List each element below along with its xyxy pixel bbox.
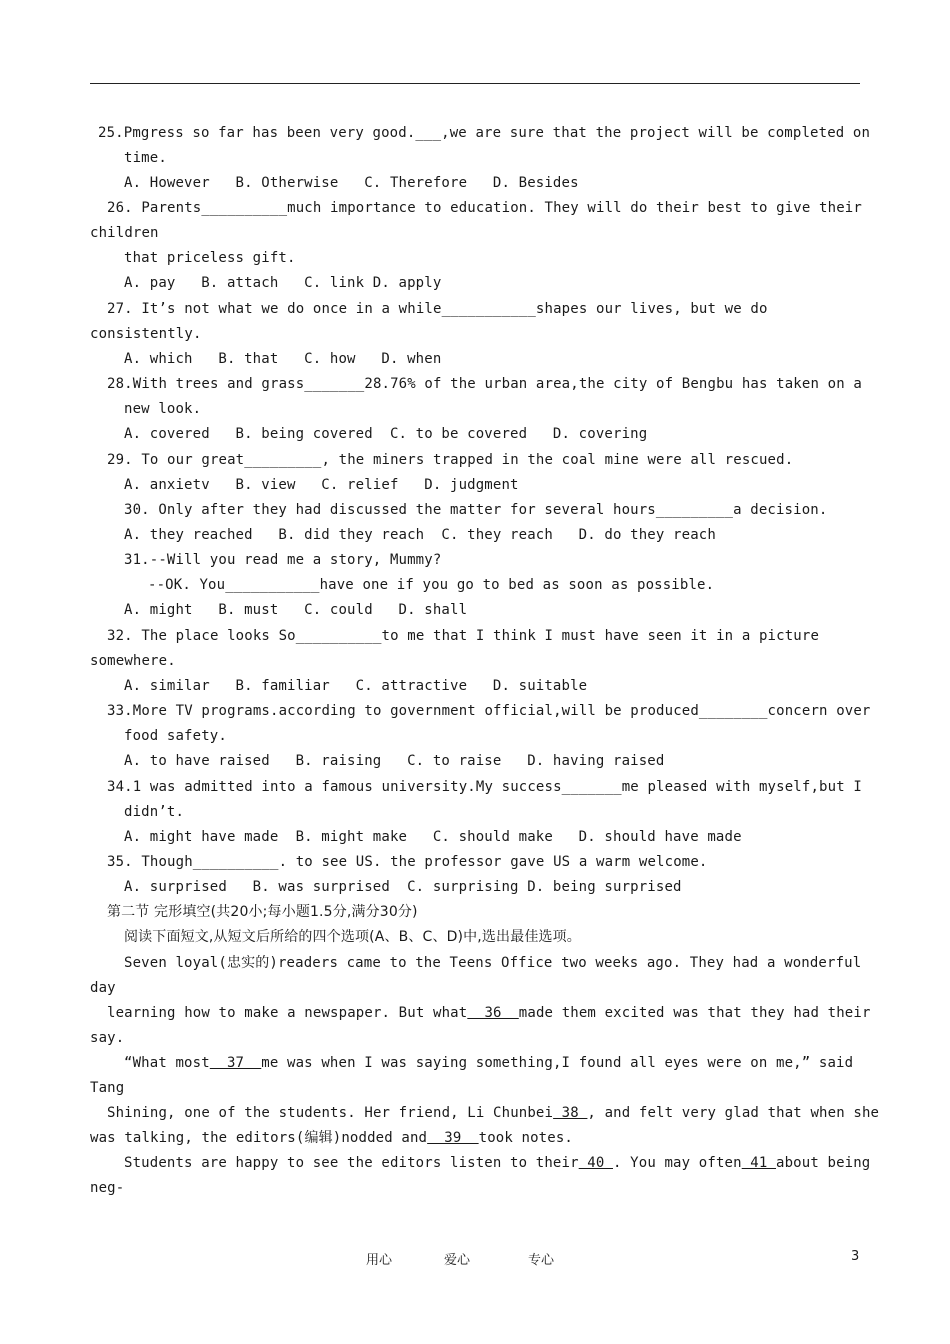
question-31-reply: --OK. You___________have one if you go to bed as soon as possible.	[148, 577, 715, 593]
question-29-stem: 29. To our great_________, the miners trapped in the coal mine were all rescued.	[107, 452, 794, 468]
header-rule	[90, 83, 860, 84]
question-26-stem-cont: children	[90, 225, 159, 241]
footer-word-3: 专心	[528, 1253, 555, 1268]
question-34-options: A. might have made B. might make C. should make D. should have made	[124, 829, 742, 845]
blank-37: 37	[209, 1055, 262, 1071]
question-29-options: A. anxietv B. view C. relief D. judgment	[124, 477, 519, 493]
passage-line-5: “What most 37 me was when I was saying something,I found all eyes were on me,” said	[124, 1055, 854, 1071]
passage-line-9: Students are happy to see the editors listen to their 40 . You may often 41 about being	[124, 1155, 871, 1171]
question-34-stem: 34.1 was admitted into a famous university.My success_______me pleased with myself,but I	[107, 779, 862, 795]
blank-36: 36	[467, 1005, 519, 1021]
page-number: 3	[851, 1249, 860, 1264]
passage-line-7: Shining, one of the students. Her friend, Li Chunbei 38 , and felt very glad that when she	[107, 1105, 880, 1121]
question-26-stem: 26. Parents__________much importance to education. They will do their best to give their	[107, 200, 862, 216]
blank-40: 40	[578, 1155, 613, 1171]
footer-word-2: 爱心	[444, 1253, 471, 1268]
question-28-stem-cont: new look.	[124, 401, 202, 417]
question-28-stem: 28.With trees and grass_______28.76% of the urban area,the city of Bengbu has taken on a	[107, 376, 862, 392]
question-31-stem: 31.--Will you read me a story, Mummy?	[124, 552, 442, 568]
passage-line-1: Seven loyal(忠实的)readers came to the Teens Office two weeks ago. They had a wonderful	[124, 955, 862, 971]
question-34-stem-cont: didn’t.	[124, 804, 185, 820]
question-32-stem: 32. The place looks So__________to me that I think I must have seen it in a picture	[107, 628, 820, 644]
blank-39: 39	[427, 1130, 479, 1146]
question-30-stem: 30. Only after they had discussed the matter for several hours_________a decision.	[124, 502, 828, 518]
question-30-options: A. they reached B. did they reach C. they reach D. do they reach	[124, 527, 716, 543]
passage-line-3: learning how to make a newspaper. But what 36 made them excited was that they had their	[107, 1005, 871, 1021]
question-32-options: A. similar B. familiar C. attractive D. suitable	[124, 678, 588, 694]
question-35-options: A. surprised B. was surprised C. surprising D. being surprised	[124, 879, 682, 895]
question-25-stem-cont: time.	[124, 150, 167, 166]
passage-line-6: Tang	[90, 1080, 125, 1096]
question-27-options: A. which B. that C. how D. when	[124, 351, 442, 367]
question-31-options: A. might B. must C. could D. shall	[124, 602, 468, 618]
passage-line-2: day	[90, 980, 116, 996]
question-27-stem: 27. It’s not what we do once in a while___________shapes our lives, but we do	[107, 301, 768, 317]
question-33-options: A. to have raised B. raising C. to raise D. having raised	[124, 753, 665, 769]
footer-word-1: 用心	[366, 1253, 393, 1268]
passage-line-4: say.	[90, 1030, 125, 1046]
question-32-stem-cont: somewhere.	[90, 653, 176, 669]
question-35-stem: 35. Though__________. to see US. the professor gave US a warm welcome.	[107, 854, 708, 870]
question-25-stem: 25.Pmgress so far has been very good.___,we are sure that the project will be completed on	[98, 125, 871, 141]
question-27-stem-cont: consistently.	[90, 326, 202, 342]
passage-line-10: neg-	[90, 1180, 125, 1196]
passage-line-8: was talking, the editors(编辑)nodded and 39 took notes.	[90, 1130, 573, 1146]
question-25-options: A. However B. Otherwise C. Therefore D. Besides	[124, 175, 579, 191]
question-26-stem-cont2: that priceless gift.	[124, 250, 296, 266]
question-33-stem: 33.More TV programs.according to government official,will be produced________concern over	[107, 703, 871, 719]
question-33-stem-cont: food safety.	[124, 728, 227, 744]
section-instruction: 阅读下面短文,从短文后所给的四个选项(A、B、C、D)中,选出最佳选项。	[124, 929, 581, 945]
question-26-options: A. pay B. attach C. link D. apply	[124, 275, 442, 291]
section-heading: 第二节 完形填空(共20小;每小题1.5分,满分30分)	[107, 904, 418, 920]
blank-38: 38	[553, 1105, 588, 1121]
blank-41: 41	[741, 1155, 777, 1171]
question-28-options: A. covered B. being covered C. to be covered D. covering	[124, 426, 648, 442]
